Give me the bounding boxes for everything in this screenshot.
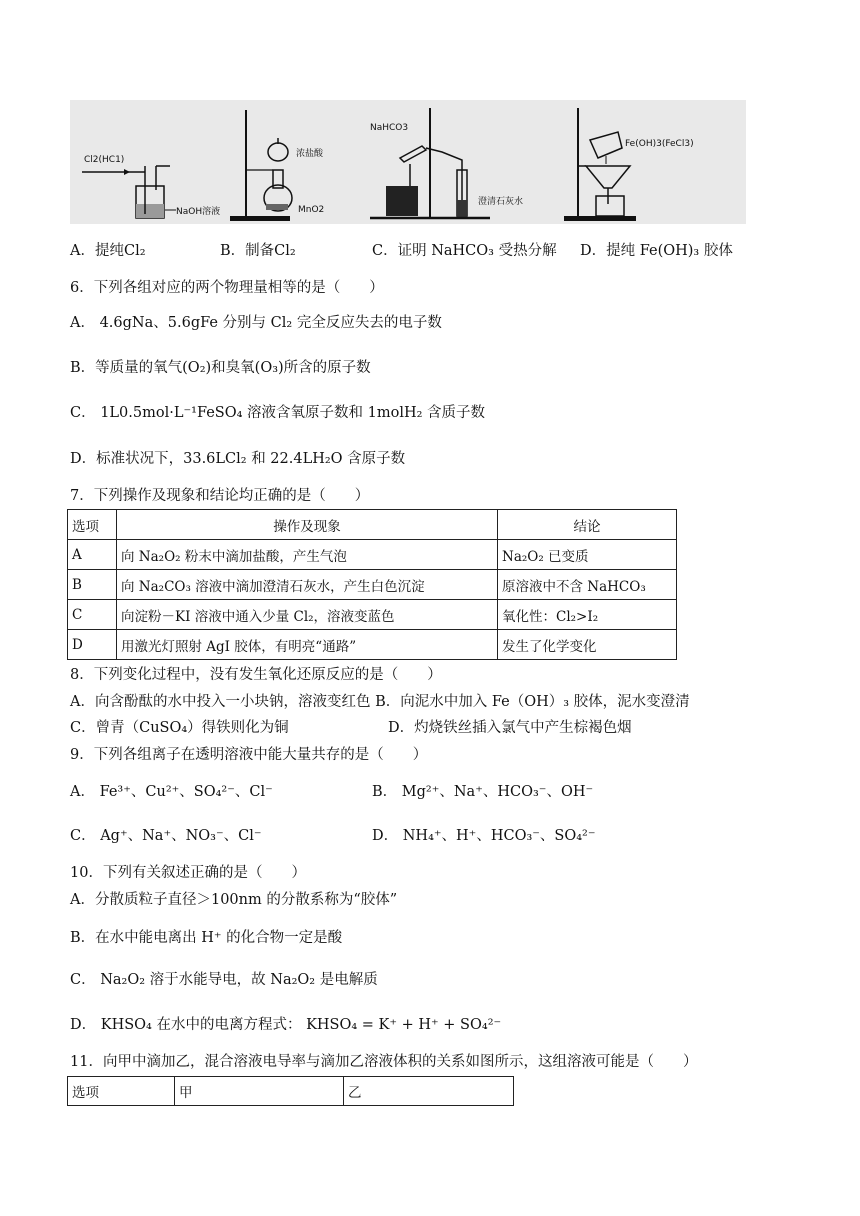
label-nahco3: NaHCO3 bbox=[370, 123, 409, 133]
q7-table bbox=[67, 509, 677, 660]
q11-stem: 11．向甲中滴加乙，混合溶液电导率与滴加乙溶液体积的关系如图所示，这组溶液可能是（ ） bbox=[70, 1054, 698, 1070]
q8-option-d: D．灼烧铁丝插入氯气中产生棕褐色烟 bbox=[388, 720, 632, 736]
q8-stem: 8．下列变化过程中，没有发生氧化还原反应的是（ ） bbox=[70, 667, 442, 683]
label-naoh: NaOH溶液 bbox=[176, 207, 221, 217]
row-conclusion: 发生了化学变化 bbox=[498, 630, 677, 660]
q9-stem: 9．下列各组离子在透明溶液中能大量共存的是（ ） bbox=[70, 747, 428, 763]
table-header-row bbox=[68, 1077, 514, 1106]
header-option: 选项 bbox=[68, 1077, 175, 1106]
row-operation: 用激光灯照射 AgI 胶体，有明亮“通路” bbox=[117, 630, 498, 660]
label-mno2: MnO2 bbox=[298, 205, 325, 215]
q6-stem: 6．下列各组对应的两个物理量相等的是（ ） bbox=[70, 280, 384, 296]
row-label: B bbox=[68, 570, 117, 600]
q8-option-c: C．曾青（CuSO₄）得铁则化为铜 bbox=[70, 720, 289, 736]
table-row bbox=[68, 630, 677, 660]
apparatus-figure bbox=[70, 100, 746, 224]
row-operation: 向淀粉－KI 溶液中通入少量 Cl₂，溶液变蓝色 bbox=[117, 600, 498, 630]
q7-stem: 7．下列操作及现象和结论均正确的是（ ） bbox=[70, 488, 370, 504]
row-operation: 向 Na₂O₂ 粉末中滴加盐酸，产生气泡 bbox=[117, 540, 498, 570]
table-row bbox=[68, 600, 677, 630]
q6-option-c: C． 1L0.5mol·L⁻¹FeSO₄ 溶液含氧原子数和 1molH₂ 含质子数 bbox=[70, 405, 486, 421]
row-label: C bbox=[68, 600, 117, 630]
q6-option-a: A． 4.6gNa、5.6gFe 分别与 Cl₂ 完全反应失去的电子数 bbox=[70, 315, 442, 331]
row-conclusion: 氧化性：Cl₂>I₂ bbox=[498, 600, 677, 630]
row-conclusion: Na₂O₂ 已变质 bbox=[498, 540, 677, 570]
label-limewater: 澄清石灰水 bbox=[478, 197, 524, 207]
q10-option-d: D． KHSO₄ 在水中的电离方程式： KHSO₄ = K⁺ + H⁺ + SO₄²⁻ bbox=[70, 1017, 502, 1033]
gas-washing-bottle bbox=[82, 166, 176, 218]
q6-option-d: D．标准状况下，33.6LCl₂ 和 22.4LH₂O 含原子数 bbox=[70, 451, 406, 467]
header-conclusion: 结论 bbox=[498, 510, 677, 540]
q10-stem: 10．下列有关叙述正确的是（ ） bbox=[70, 865, 306, 881]
q11-table bbox=[67, 1076, 514, 1106]
filtration-setup bbox=[564, 108, 636, 221]
q5-option-d: D．提纯 Fe(OH)₃ 胶体 bbox=[580, 243, 733, 259]
q6-option-b: B．等质量的氧气(O₂)和臭氧(O₃)所含的原子数 bbox=[70, 360, 371, 376]
row-conclusion: 原溶液中不含 NaHCO₃ bbox=[498, 570, 677, 600]
q9-option-a: A． Fe³⁺、Cu²⁺、SO₄²⁻、Cl⁻ bbox=[70, 784, 273, 800]
label-gas-in: Cl2(HC1) bbox=[84, 155, 125, 165]
header-jia: 甲 bbox=[175, 1077, 344, 1106]
row-label: D bbox=[68, 630, 117, 660]
q5-option-b: B．制备Cl₂ bbox=[220, 243, 296, 259]
q10-option-c: C． Na₂O₂ 溶于水能导电，故 Na₂O₂ 是电解质 bbox=[70, 972, 378, 988]
chlorine-generator bbox=[230, 110, 292, 221]
q9-option-c: C． Ag⁺、Na⁺、NO₃⁻、Cl⁻ bbox=[70, 828, 262, 844]
q10-option-b: B．在水中能电离出 H⁺ 的化合物一定是酸 bbox=[70, 930, 343, 946]
apparatus-drawing bbox=[70, 100, 746, 224]
row-operation: 向 Na₂CO₃ 溶液中滴加澄清石灰水，产生白色沉淀 bbox=[117, 570, 498, 600]
table-row bbox=[68, 570, 677, 600]
label-feoh3: Fe(OH)3(FeCl3) bbox=[625, 139, 694, 149]
q5-option-a: A．提纯Cl₂ bbox=[70, 243, 146, 259]
q9-option-d: D． NH₄⁺、H⁺、HCO₃⁻、SO₄²⁻ bbox=[372, 828, 596, 844]
table-row bbox=[68, 540, 677, 570]
q10-option-a: A．分散质粒子直径＞100nm 的分散系称为“胶体” bbox=[70, 892, 398, 908]
q9-option-b: B． Mg²⁺、Na⁺、HCO₃⁻、OH⁻ bbox=[372, 784, 594, 800]
q8-options-ab: A．向含酚酞的水中投入一小块钠，溶液变红色 B．向泥水中加入 Fe（OH）₃ 胶体，泥水变澄清 bbox=[70, 694, 690, 710]
q5-option-c: C．证明 NaHCO₃ 受热分解 bbox=[372, 243, 557, 259]
header-option: 选项 bbox=[68, 510, 117, 540]
label-conc-hcl: 浓盐酸 bbox=[296, 149, 324, 159]
header-operation: 操作及现象 bbox=[117, 510, 498, 540]
table-header-row bbox=[68, 510, 677, 540]
header-yi: 乙 bbox=[344, 1077, 514, 1106]
row-label: A bbox=[68, 540, 117, 570]
